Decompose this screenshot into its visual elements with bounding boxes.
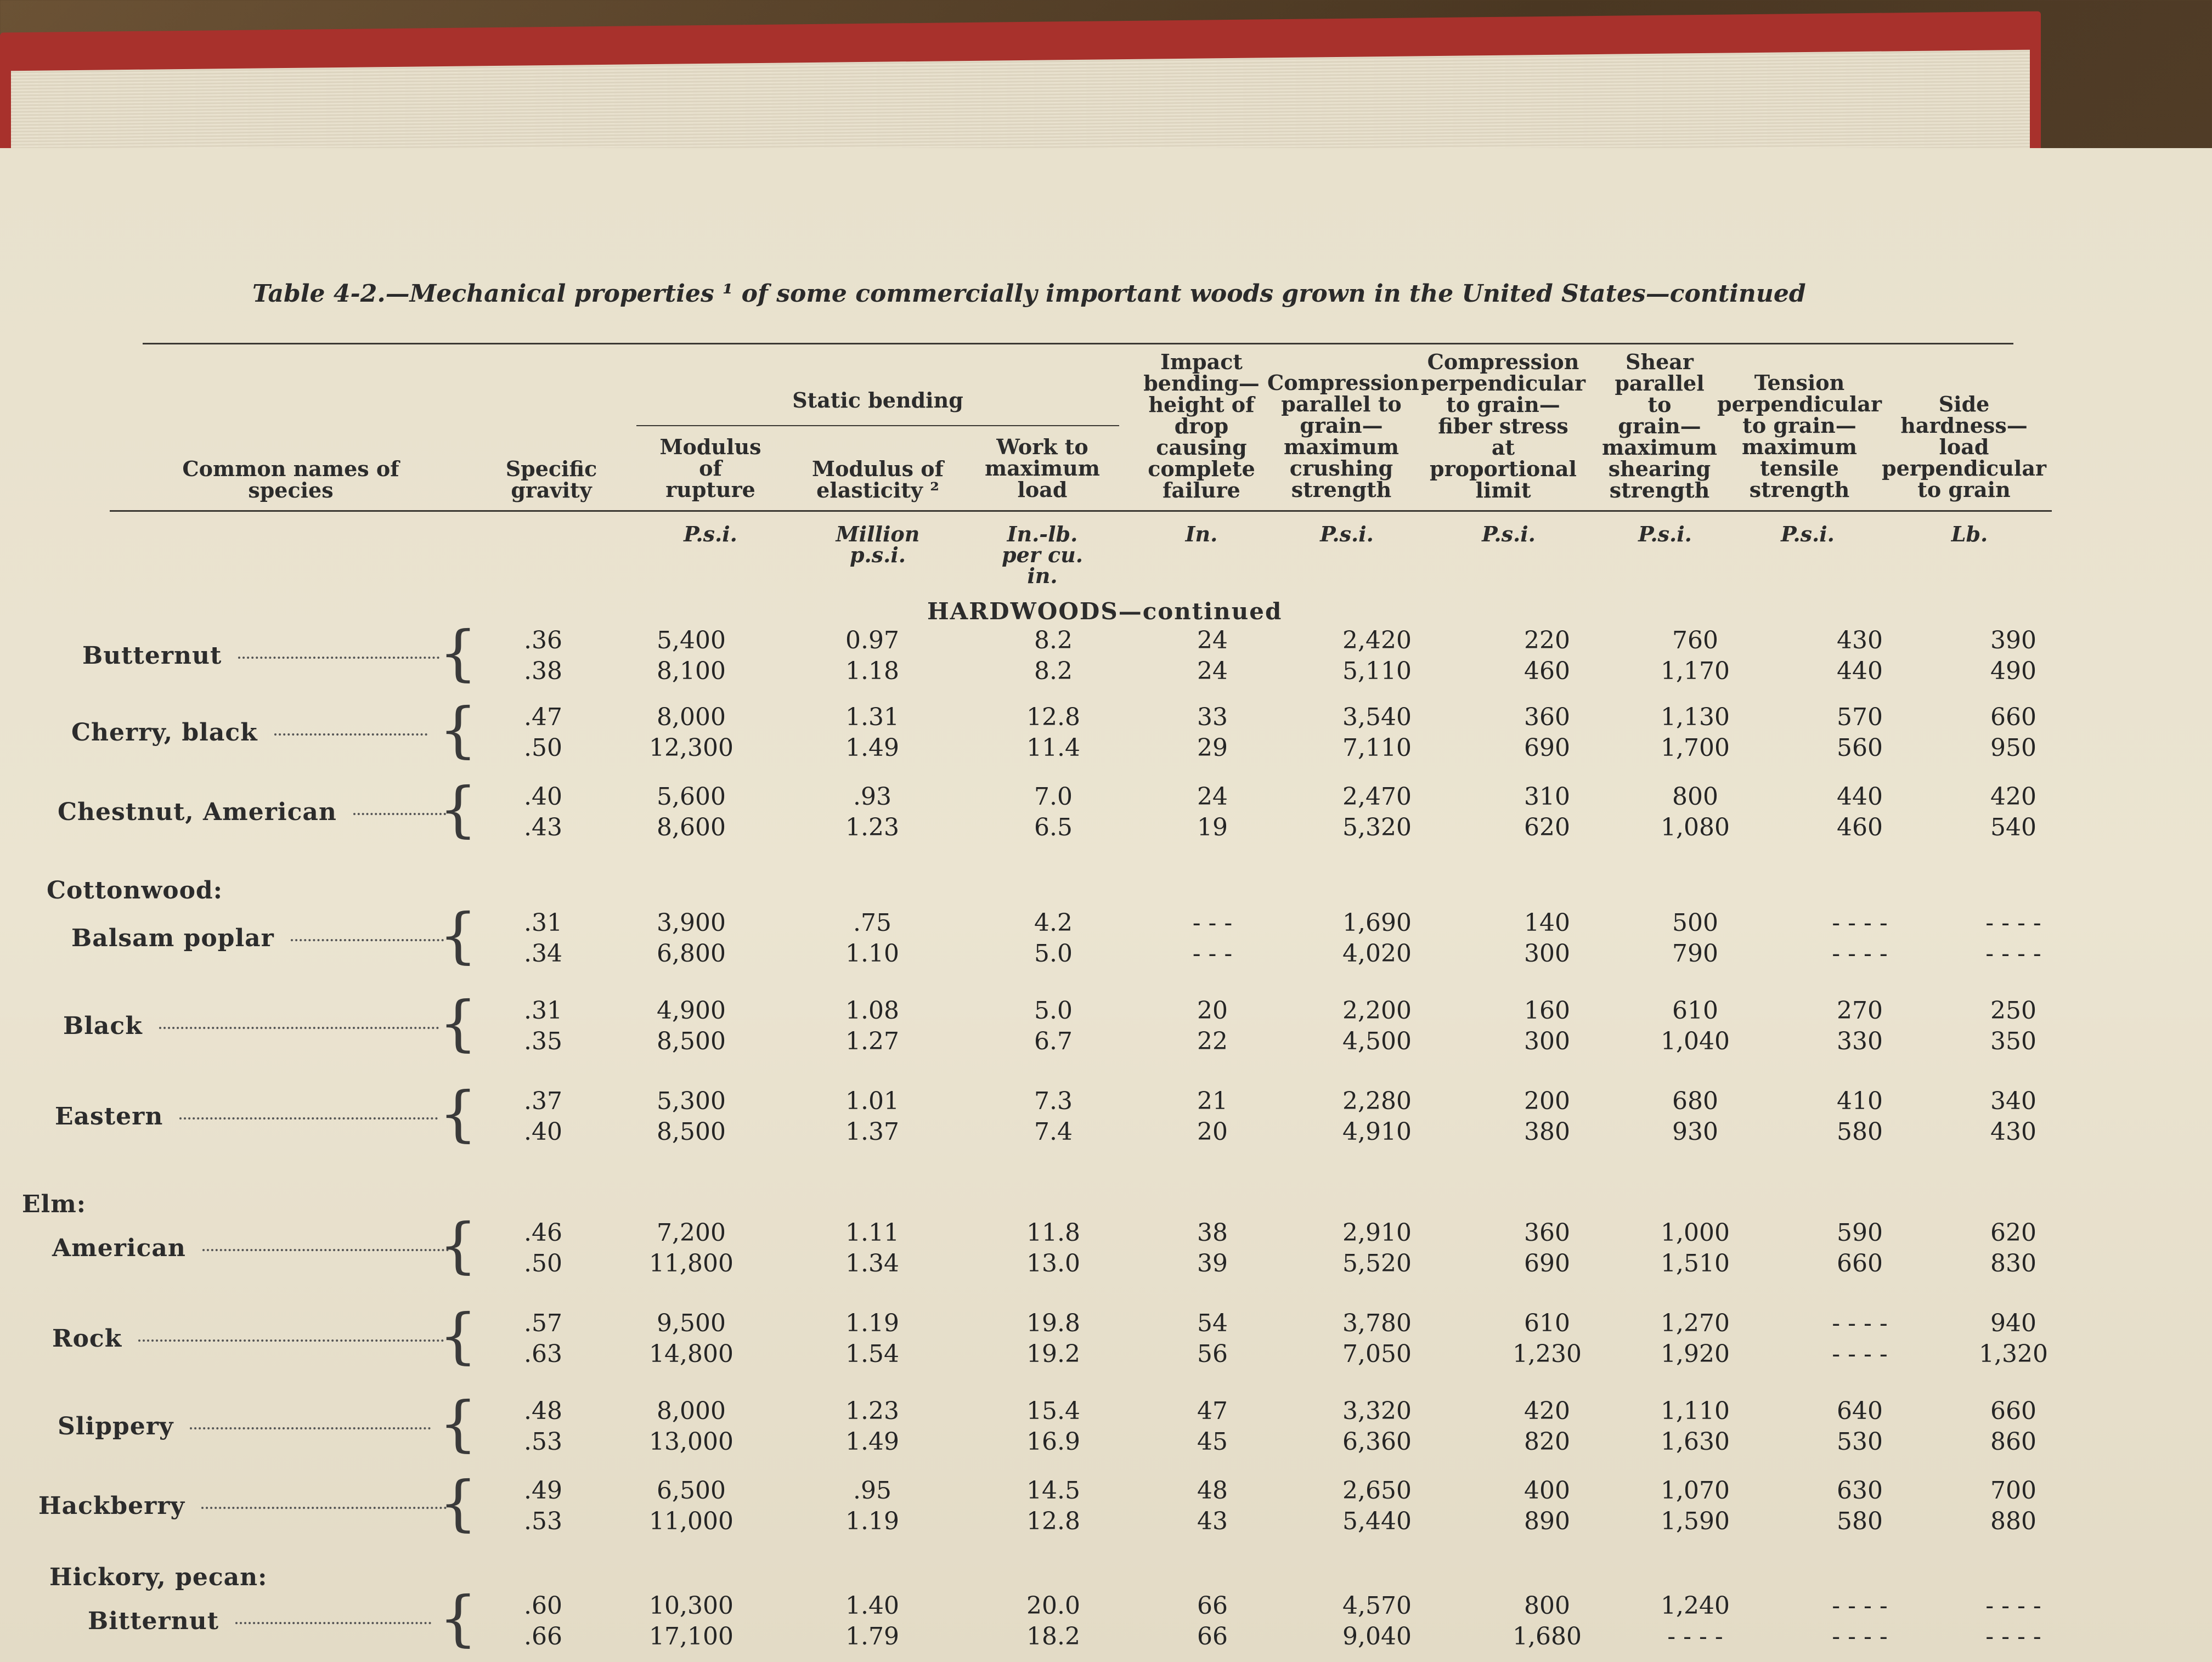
cell-hard: - - - - - - - -	[1985, 909, 2041, 968]
cell-hard: 420 540	[1990, 783, 2036, 841]
cell-hard: 940 1,320	[1979, 1309, 2048, 1368]
cell-impact: 24 24	[1197, 626, 1228, 685]
cell-moe: 1.01 1.37	[845, 1087, 899, 1146]
header-work-max-load: Work to maximum load	[985, 434, 1100, 502]
dot-leader	[138, 1339, 444, 1342]
cell-cperp: 140 300	[1524, 909, 1570, 968]
cell-moe: .75 1.10	[845, 909, 899, 968]
cell-cpar: 4,570 9,040	[1342, 1592, 1412, 1650]
species-label: Cherry, black	[71, 719, 258, 747]
cell-mor: 5,600 8,600	[657, 783, 726, 841]
cell-sg: .49 .53	[524, 1477, 562, 1535]
species-label: Butternut	[82, 642, 222, 670]
species-name-rock	[52, 1325, 444, 1353]
unit-tension: P.s.i.	[1781, 522, 1835, 546]
unit-compression-parallel: P.s.i.	[1320, 522, 1374, 546]
cell-sg: .48 .53	[524, 1397, 562, 1456]
unit-impact: In.	[1185, 522, 1218, 546]
unit-compression-perpendicular: P.s.i.	[1482, 522, 1536, 546]
species-name-black	[63, 1012, 439, 1040]
cell-hard: 340 430	[1990, 1087, 2036, 1146]
cell-impact: 24 19	[1197, 783, 1228, 841]
species-label: Balsam poplar	[71, 924, 274, 952]
cell-impact: 21 20	[1197, 1087, 1228, 1146]
species-label: Bitternut	[88, 1607, 219, 1635]
cell-shear: 680 930	[1672, 1087, 1718, 1146]
book-page	[0, 148, 2212, 1662]
cell-mor: 10,300 17,100	[649, 1592, 733, 1650]
row-brace: {	[439, 1583, 477, 1653]
species-label: Slippery	[58, 1412, 174, 1440]
cell-work: 7.0 6.5	[1034, 783, 1073, 841]
cell-sg: .36 .38	[524, 626, 562, 685]
cell-shear: 800 1,080	[1661, 783, 1730, 841]
row-brace: {	[439, 1301, 477, 1371]
cell-tension: - - - - - - - -	[1832, 909, 1888, 968]
cell-hard: 660 950	[1990, 703, 2036, 762]
cell-cpar: 2,420 5,110	[1342, 626, 1412, 685]
row-brace: {	[439, 618, 477, 688]
species-name-hackberry	[38, 1492, 447, 1520]
cell-tension: 410 580	[1837, 1087, 1883, 1146]
cell-work: 11.8 13.0	[1026, 1219, 1080, 1277]
row-brace: {	[439, 694, 477, 765]
cell-tension: 440 460	[1837, 783, 1883, 841]
static-bending-rule	[636, 425, 1119, 426]
cell-cperp: 360 690	[1524, 1219, 1570, 1277]
cell-shear: 1,000 1,510	[1661, 1219, 1730, 1277]
cell-hard: 620 830	[1990, 1219, 2036, 1277]
species-name-balsam-poplar	[71, 924, 444, 952]
cell-mor: 5,400 8,100	[657, 626, 726, 685]
cell-hard: 250 350	[1990, 997, 2036, 1055]
dot-leader	[274, 733, 427, 736]
section-hardwoods-continued: HARDWOODS—continued	[927, 598, 1283, 625]
header-compression-parallel: Compression parallel to grain— maximum crushing strength	[1267, 370, 1419, 502]
cell-cperp: 310 620	[1524, 783, 1570, 841]
cell-impact: 48 43	[1197, 1477, 1228, 1535]
cell-cpar: 2,650 5,440	[1342, 1477, 1412, 1535]
cell-mor: 5,300 8,500	[657, 1087, 726, 1146]
cell-moe: 0.97 1.18	[845, 626, 899, 685]
row-brace: {	[439, 1468, 477, 1538]
cell-tension: 590 660	[1837, 1219, 1883, 1277]
cell-sg: .31 .34	[524, 909, 562, 968]
cell-hard: 700 880	[1990, 1477, 2036, 1535]
species-name-slippery	[58, 1412, 431, 1440]
header-specific-gravity: Specific gravity	[505, 456, 597, 502]
cell-impact: 66 66	[1197, 1592, 1228, 1650]
cell-moe: 1.19 1.54	[845, 1309, 899, 1368]
cell-work: 8.2 8.2	[1034, 626, 1073, 685]
species-name-butternut	[82, 642, 439, 670]
group-hickory-pecan: Hickory, pecan:	[49, 1563, 268, 1591]
cell-work: 12.8 11.4	[1026, 703, 1080, 762]
row-brace: {	[439, 774, 477, 844]
row-brace: {	[439, 1388, 477, 1459]
header-tension-perpendicular: Tension perpendicular to grain— maximum tensile strength	[1717, 370, 1882, 502]
cell-sg: .31 .35	[524, 997, 562, 1055]
cell-sg: .46 .50	[524, 1219, 562, 1277]
cell-moe: .93 1.23	[845, 783, 899, 841]
cell-cperp: 360 690	[1524, 703, 1570, 762]
header-impact-bending: Impact bending— height of drop causing complete failure	[1143, 349, 1260, 502]
cell-cperp: 400 890	[1524, 1477, 1570, 1535]
species-label: Rock	[52, 1325, 122, 1353]
cell-shear: 1,110 1,630	[1661, 1397, 1730, 1456]
dot-leader	[201, 1507, 447, 1509]
cell-hard: - - - - - - - -	[1985, 1592, 2041, 1650]
cell-mor: 8,000 12,300	[649, 703, 733, 762]
cell-cpar: 3,780 7,050	[1342, 1309, 1412, 1368]
cell-tension: - - - - - - - -	[1832, 1592, 1888, 1650]
cell-cpar: 2,470 5,320	[1342, 783, 1412, 841]
species-label: American	[52, 1234, 186, 1262]
cell-tension: 270 330	[1837, 997, 1883, 1055]
cell-cpar: 2,200 4,500	[1342, 997, 1412, 1055]
species-label: Black	[63, 1012, 143, 1040]
dot-leader	[235, 1622, 431, 1624]
cell-sg: .40 .43	[524, 783, 562, 841]
cell-work: 5.0 6.7	[1034, 997, 1073, 1055]
row-brace: {	[439, 1210, 477, 1280]
cell-tension: - - - - - - - -	[1832, 1309, 1888, 1368]
species-name-bitternut	[88, 1607, 431, 1635]
cell-shear: 1,240 - - - -	[1661, 1592, 1730, 1650]
cell-mor: 8,000 13,000	[649, 1397, 733, 1456]
cell-shear: 610 1,040	[1661, 997, 1730, 1055]
cell-hard: 390 490	[1990, 626, 2036, 685]
cell-impact: - - - - - -	[1192, 909, 1233, 968]
species-label: Chestnut, American	[58, 798, 337, 826]
cell-sg: .37 .40	[524, 1087, 562, 1146]
cell-shear: 760 1,170	[1661, 626, 1730, 685]
species-name-cherry-black	[71, 719, 427, 747]
cell-cperp: 420 820	[1524, 1397, 1570, 1456]
dot-leader	[353, 813, 446, 815]
cell-work: 20.0 18.2	[1026, 1592, 1080, 1650]
species-label: Hackberry	[38, 1492, 185, 1520]
header-common-names: Common names of species	[182, 456, 399, 502]
cell-sg: .60 .66	[524, 1592, 562, 1650]
dot-leader	[179, 1117, 438, 1120]
row-brace: {	[439, 900, 477, 970]
cell-impact: 20 22	[1197, 997, 1228, 1055]
cell-impact: 33 29	[1197, 703, 1228, 762]
cell-mor: 6,500 11,000	[649, 1477, 733, 1535]
cell-moe: 1.08 1.27	[845, 997, 899, 1055]
cell-work: 19.8 19.2	[1026, 1309, 1080, 1368]
species-name-chestnut-american	[58, 798, 446, 826]
cell-work: 14.5 12.8	[1026, 1477, 1080, 1535]
cell-moe: .95 1.19	[845, 1477, 899, 1535]
unit-rupture: P.s.i.	[684, 522, 737, 546]
header-side-hardness: Side hardness— load perpendicular to grain	[1882, 392, 2046, 502]
cell-impact: 54 56	[1197, 1309, 1228, 1368]
cell-mor: 7,200 11,800	[649, 1219, 733, 1277]
cell-moe: 1.23 1.49	[845, 1397, 899, 1456]
cell-cpar: 3,540 7,110	[1342, 703, 1412, 762]
dot-leader	[202, 1249, 449, 1251]
cell-work: 7.3 7.4	[1034, 1087, 1073, 1146]
group-cottonwood: Cottonwood:	[47, 877, 223, 905]
header-static-bending: Static bending	[792, 388, 963, 412]
header-modulus-rupture: Modulus of rupture	[659, 434, 761, 502]
cell-cpar: 2,280 4,910	[1342, 1087, 1412, 1146]
unit-elasticity: Million p.s.i.	[836, 522, 920, 567]
cell-cperp: 220 460	[1524, 626, 1570, 685]
top-rule	[143, 343, 2013, 344]
cell-tension: 640 530	[1837, 1397, 1883, 1456]
dot-leader	[159, 1027, 439, 1029]
cell-cperp: 610 1,230	[1513, 1309, 1582, 1368]
cell-moe: 1.40 1.79	[845, 1592, 899, 1650]
dot-leader	[190, 1427, 431, 1429]
cell-tension: 630 580	[1837, 1477, 1883, 1535]
cell-shear: 1,270 1,920	[1661, 1309, 1730, 1368]
group-elm: Elm:	[22, 1190, 87, 1218]
header-compression-perpendicular: Compression perpendicular to grain— fiber stress at proportional limit	[1421, 349, 1585, 502]
cell-moe: 1.31 1.49	[845, 703, 899, 762]
cell-tension: 430 440	[1837, 626, 1883, 685]
dot-leader	[238, 657, 439, 659]
cell-tension: 570 560	[1837, 703, 1883, 762]
species-name-american	[52, 1234, 449, 1262]
cell-hard: 660 860	[1990, 1397, 2036, 1456]
cell-mor: 9,500 14,800	[649, 1309, 733, 1368]
cell-cpar: 2,910 5,520	[1342, 1219, 1412, 1277]
cell-work: 15.4 16.9	[1026, 1397, 1080, 1456]
header-modulus-elasticity: Modulus of elasticity ²	[812, 456, 944, 502]
header-shear-parallel: Shear parallel to grain— maximum shearing strength	[1602, 349, 1717, 502]
unit-hardness: Lb.	[1951, 522, 1988, 546]
cell-moe: 1.11 1.34	[845, 1219, 899, 1277]
row-brace: {	[439, 1078, 477, 1149]
dot-leader	[291, 939, 444, 941]
cell-cperp: 160 300	[1524, 997, 1570, 1055]
header-bottom-rule	[110, 510, 2052, 512]
cell-impact: 38 39	[1197, 1219, 1228, 1277]
cell-cperp: 200 380	[1524, 1087, 1570, 1146]
cell-shear: 1,070 1,590	[1661, 1477, 1730, 1535]
table-caption: Table 4-2.—Mechanical properties ¹ of some commercially important woods grown in the United States—continued	[252, 280, 1806, 308]
cell-shear: 1,130 1,700	[1661, 703, 1730, 762]
cell-work: 4.2 5.0	[1034, 909, 1073, 968]
cell-mor: 4,900 8,500	[657, 997, 726, 1055]
cell-sg: .47 .50	[524, 703, 562, 762]
cell-mor: 3,900 6,800	[657, 909, 726, 968]
cell-sg: .57 .63	[524, 1309, 562, 1368]
cell-cperp: 800 1,680	[1513, 1592, 1582, 1650]
species-label: Eastern	[55, 1103, 163, 1130]
cell-shear: 500 790	[1672, 909, 1718, 968]
cell-impact: 47 45	[1197, 1397, 1228, 1456]
unit-shear: P.s.i.	[1638, 522, 1692, 546]
unit-work: In.-lb. per cu. in.	[1002, 522, 1083, 588]
cell-cpar: 3,320 6,360	[1342, 1397, 1412, 1456]
cell-cpar: 1,690 4,020	[1342, 909, 1412, 968]
species-name-eastern	[55, 1103, 438, 1130]
row-brace: {	[439, 988, 477, 1058]
